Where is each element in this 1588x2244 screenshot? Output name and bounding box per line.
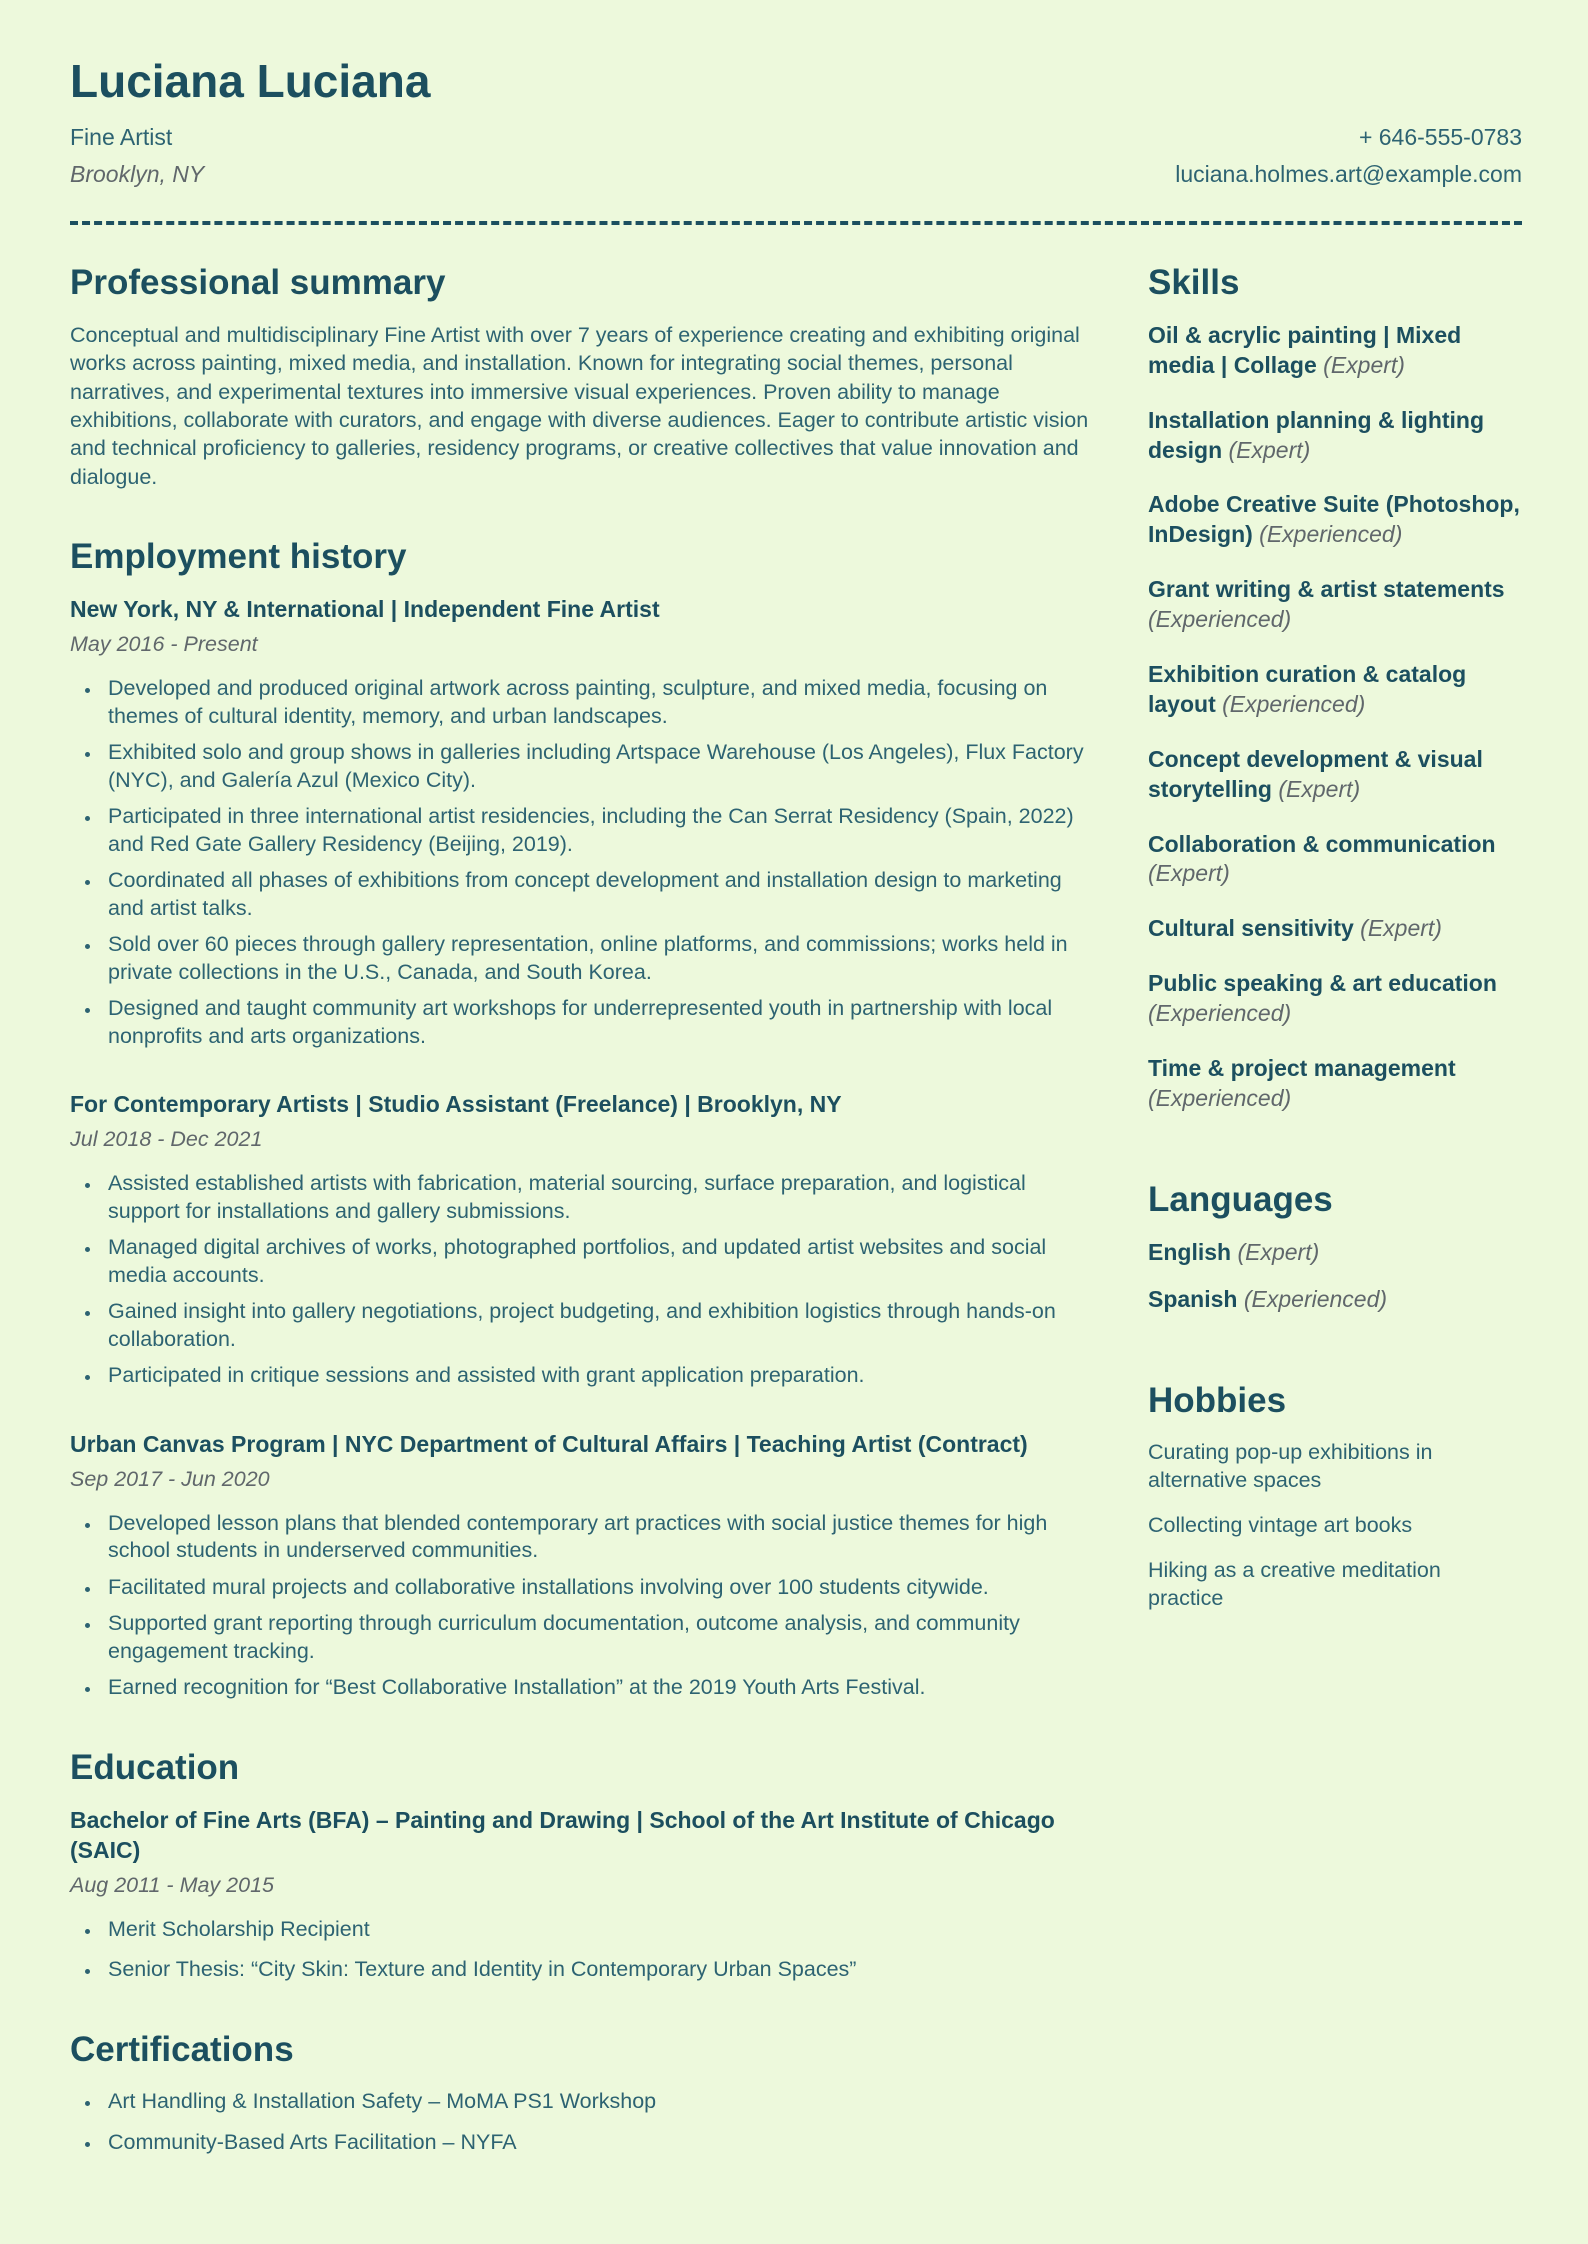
job-heading: Urban Canvas Program | NYC Department of Cultural Affairs | Teaching Artist (Contract) [70, 1430, 1028, 1457]
skill-name: Collaboration & communication [1148, 830, 1496, 857]
contact-row [70, 119, 1522, 193]
job-bullet: • Participated in critique sessions and assisted with grant application preparation. [102, 1362, 1100, 1390]
phone-number: + 646-555-0783 [1358, 123, 1522, 150]
job-bullet: • Exhibited solo and group shows in galleries including Artspace Warehouse (Los Angeles), Flux Factory (NYC), and Galería Azul (Mexico City). [102, 739, 1100, 794]
job-role: Fine Artist [70, 123, 173, 150]
job-bullet: • Assisted established artists with fabrication, material sourcing, surface preparation, and logistical support for installations and gallery submissions. [102, 1170, 1100, 1225]
skill-item [1148, 575, 1522, 635]
job-dates: May 2016 - Present [70, 632, 258, 657]
language-name: English [1148, 1239, 1232, 1266]
language-item [1148, 1238, 1522, 1268]
hobby-item: Hiking as a creative meditation practice [1148, 1557, 1441, 1610]
skill-item [1148, 1054, 1522, 1114]
section-title-skills: Skills [1148, 262, 1240, 302]
job-heading: For Contemporary Artists | Studio Assistant (Freelance) | Brooklyn, NY [70, 1091, 842, 1118]
skill-level: (Experienced) [1148, 606, 1292, 633]
skill-level: (Expert) [1228, 436, 1311, 463]
skill-name: Adobe Creative Suite (Photoshop, InDesign) [1148, 491, 1520, 548]
skill-level: (Experienced) [1148, 1000, 1292, 1027]
skill-item [1148, 660, 1522, 720]
job-bullet: • Designed and taught community art workshops for underrepresented youth in partnership with local nonprofits and arts organizations. [102, 995, 1100, 1050]
skill-level: (Experienced) [1148, 1084, 1292, 1111]
job-bullet: • Supported grant reporting through curriculum documentation, outcome analysis, and community engagement tracking. [102, 1610, 1100, 1665]
person-name: Luciana Luciana [70, 55, 431, 107]
job-entry [70, 595, 1100, 1050]
header [70, 56, 1522, 225]
certification-bullet: • Art Handling & Installation Safety – MoMA PS1 Workshop [102, 2088, 1100, 2116]
job-bullet-list [70, 1510, 1100, 1702]
skill-name: Public speaking & art education [1148, 970, 1497, 997]
skill-item [1148, 490, 1522, 550]
job-bullet: • Gained insight into gallery negotiations, project budgeting, and exhibition logistics through hands-on collaboration. [102, 1298, 1100, 1353]
sidebar [1148, 225, 1522, 1630]
skill-item [1148, 830, 1522, 890]
job-bullet: • Developed and produced original artwork across painting, sculpture, and mixed media, focusing on themes of cultural identity, memory, and urban landscapes. [102, 675, 1100, 730]
content-columns [70, 225, 1522, 2170]
education-bullet-list [70, 1916, 1100, 1984]
contact-left [70, 119, 204, 193]
hobby-item: Collecting vintage art books [1148, 1512, 1413, 1537]
language-level: (Expert) [1237, 1239, 1320, 1266]
job-entry [70, 1430, 1100, 1702]
skill-name: Oil & acrylic painting | Mixed media | Collage [1148, 321, 1462, 378]
skill-item [1148, 406, 1522, 466]
education-dates: Aug 2011 - May 2015 [70, 1872, 274, 1897]
job-bullet: • Sold over 60 pieces through gallery representation, online platforms, and commissions; works held in private collections in the U.S., Canada, and South Korea. [102, 931, 1100, 986]
skill-level: (Experienced) [1259, 521, 1403, 548]
skill-name: Grant writing & artist statements [1148, 576, 1505, 603]
job-bullet: • Facilitated mural projects and collaborative installations involving over 100 students citywide. [102, 1574, 1100, 1602]
skill-name: Installation planning & lighting design [1148, 406, 1485, 463]
certifications-list [70, 2088, 1100, 2156]
certification-bullet: • Community-Based Arts Facilitation – NYFA [102, 2129, 1100, 2157]
skill-name: Concept development & visual storytelling [1148, 745, 1483, 802]
skill-level: (Expert) [1278, 775, 1361, 802]
contact-right [1175, 119, 1522, 193]
skill-level: (Expert) [1148, 860, 1230, 887]
skill-level: (Expert) [1323, 351, 1405, 378]
skill-item [1148, 914, 1522, 944]
job-bullet: • Earned recognition for “Best Collaborative Installation” at the 2019 Youth Arts Festival. [102, 1674, 1100, 1702]
section-title-education: Education [70, 1747, 240, 1787]
location: Brooklyn, NY [70, 160, 205, 187]
job-bullet: • Managed digital archives of works, photographed portfolios, and updated artist websites and social media accounts. [102, 1234, 1100, 1289]
education-bullet: • Merit Scholarship Recipient [102, 1916, 1100, 1944]
skill-name: Cultural sensitivity [1148, 915, 1354, 942]
job-heading: New York, NY & International | Independent Fine Artist [70, 596, 660, 623]
hobby-item: Curating pop-up exhibitions in alternative spaces [1148, 1440, 1433, 1492]
job-dates: Sep 2017 - Jun 2020 [70, 1466, 270, 1491]
summary-text: Conceptual and multidisciplinary Fine Artist with over 7 years of experience creating and exhibiting original works across painting, mixed media, and installation. Known for integrating social themes, personal narratives, and experimental textures into immersive visual experiences. Proven ability to manage exhibitions, collaborate with curators, and engage with diverse audiences. Eager to contribute artistic vision and technical proficiency to galleries, residency programs, or creative collectives that value innovation and dialogue. [70, 322, 1089, 489]
skill-item [1148, 321, 1522, 381]
main-column [70, 225, 1100, 2170]
skill-item [1148, 745, 1522, 805]
job-dates: Jul 2018 - Dec 2021 [70, 1127, 263, 1152]
section-title-hobbies: Hobbies [1148, 1380, 1287, 1420]
email-address: luciana.holmes.art@example.com [1175, 160, 1522, 187]
section-title-certifications: Certifications [70, 2029, 294, 2069]
skill-name: Time & project management [1148, 1054, 1456, 1081]
language-name: Spanish [1148, 1285, 1238, 1312]
language-level: (Experienced) [1243, 1285, 1388, 1312]
language-item [1148, 1285, 1522, 1315]
education-entry [70, 1806, 1100, 1984]
skill-level: (Expert) [1360, 915, 1442, 942]
job-bullet-list [70, 675, 1100, 1050]
section-title-languages: Languages [1148, 1179, 1333, 1219]
skill-item [1148, 969, 1522, 1029]
job-entry [70, 1090, 1100, 1390]
skill-level: (Experienced) [1222, 690, 1366, 717]
section-title-summary: Professional summary [70, 262, 446, 302]
job-bullet: • Coordinated all phases of exhibitions from concept development and installation design to marketing and artist talks. [102, 867, 1100, 922]
education-heading: Bachelor of Fine Arts (BFA) – Painting and Drawing | School of the Art Institute of Chicago (SAIC) [70, 1807, 1055, 1864]
section-title-employment: Employment history [70, 537, 407, 577]
job-bullet-list [70, 1170, 1100, 1390]
job-bullet: • Participated in three international artist residencies, including the Can Serrat Residency (Spain, 2022) and Red Gate Gallery Residency (Beijing, 2019). [102, 803, 1100, 858]
education-bullet: • Senior Thesis: “City Skin: Texture and Identity in Contemporary Urban Spaces” [102, 1956, 1100, 1984]
job-bullet: • Developed lesson plans that blended contemporary art practices with social justice themes for high school students in underserved communities. [102, 1510, 1100, 1565]
skill-name: Exhibition curation & catalog layout [1148, 660, 1467, 717]
